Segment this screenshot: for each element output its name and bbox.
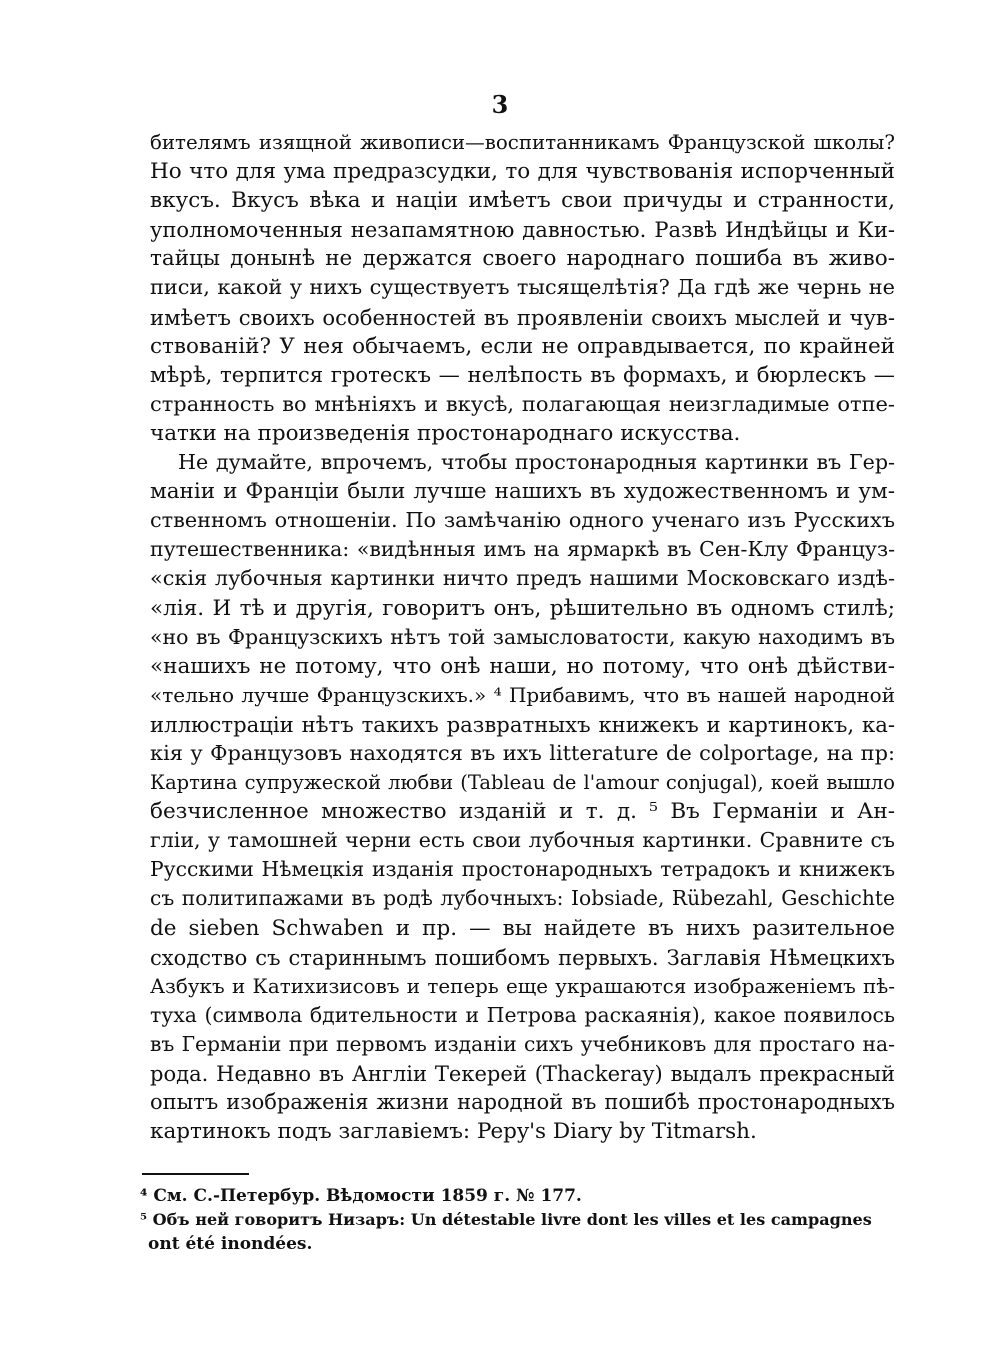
- text-line: путешественника: «видѣнныя имъ на ярмаркѣ въ Сен-Клу Француз-: [150, 537, 895, 562]
- text-line: ствованій? У нея обычаемъ, если не оправдывается, по крайней: [150, 333, 895, 359]
- text-line: «тельно лучше Французскихъ.» ⁴ Прибавимъ, что въ нашей народной: [150, 682, 895, 707]
- text-line: опытъ изображенія жизни народной въ пошибѣ простонародныхъ: [150, 1090, 895, 1115]
- text-line: рода. Недавно въ Англіи Текерей (Thackeray) выдалъ прекрасный: [150, 1061, 895, 1086]
- footnote-5-continuation: ont été inondées.: [148, 1234, 313, 1254]
- text-line: Азбукъ и Катихизисовъ и теперь еще украшаются изображеніемъ пѣ-: [150, 974, 895, 998]
- paragraph-start-line: Не думайте, впрочемъ, чтобы простонародныя картинки въ Гер-: [178, 450, 895, 475]
- page-number: 3: [491, 90, 509, 119]
- text-line: съ политипажами въ родѣ лубочныхъ: Iobsiade, Rübezahl, Geschichte: [150, 886, 895, 911]
- footnote-5: ⁵ Объ ней говоритъ Низаръ: Un détestable livre dont les villes et les campagnes: [140, 1210, 872, 1229]
- text-line: «но въ Французскихъ нѣтъ той замысловатости, какую находимъ въ: [150, 624, 895, 649]
- text-line: «скія лубочныя картинки ничто предъ нашими Московскаго издѣ-: [150, 566, 895, 591]
- footnotes: [140, 1184, 880, 1256]
- text-line: гліи, у тамошней черни есть свои лубочныя картинки. Сравните съ: [150, 828, 895, 853]
- text-line: тайцы донынѣ не держатся своего народнаго пошиба въ живо-: [150, 246, 895, 272]
- text-line: уполномоченныя незапамятною давностью. Развѣ Индѣйцы и Ки-: [150, 217, 895, 243]
- text-line: въ Германіи при первомъ изданіи сихъ учебниковъ для простаго на-: [150, 1031, 895, 1056]
- text-line: странность во мнѣніяхъ и вкусѣ, полагающая неизгладимые отпе-: [150, 391, 895, 416]
- text-line: de sieben Schwaben и пр. — вы найдете въ нихъ разительное: [150, 915, 895, 941]
- text-line: Картина супружеской любви (Tableau de l'amour conjugal), коей вышло: [150, 771, 895, 795]
- footnote-4: ⁴ См. С.-Петербур. Вѣдомости 1859 г. № 177.: [140, 1186, 582, 1206]
- text-line: туха (символа бдительности и Петрова раскаянія), какое появилось: [150, 1002, 895, 1027]
- text-line: сходство съ стариннымъ пошибомъ первыхъ. Заглавія Нѣмецкихъ: [150, 944, 895, 970]
- text-line: иллюстраціи нѣтъ такихъ развратныхъ книжекъ и картинокъ, ка-: [150, 711, 895, 737]
- text-line: бителямъ изящной живописи—воспитанникамъ Французской школы?: [150, 131, 895, 154]
- paragraph-end-line: картинокъ подъ заглавіемъ: Pepy's Diary by Titmarsh.: [150, 1119, 757, 1145]
- text-line: Но что для ума предразсудки, то для чувствованія испорченный: [150, 159, 895, 185]
- text-line: ственномъ отношеніи. По замѣчанію одного ученаго изъ Русскихъ: [150, 508, 895, 533]
- text-line: мѣрѣ, терпится гротескъ — нелѣпость въ формахъ, и бюрлескъ —: [150, 362, 895, 388]
- text-line: Русскими Нѣмецкія изданія простонародныхъ тетрадокъ и книжекъ: [150, 857, 895, 882]
- text-line: «нашихъ не потому, что онѣ наши, но потому, что онѣ дѣйстви-: [150, 653, 895, 679]
- text-line: имѣетъ своихъ особенностей въ проявленіи своихъ мыслей и чув-: [150, 304, 895, 330]
- text-line: писи, какой у нихъ существуетъ тысящелѣтія? Да гдѣ же чернь не: [150, 275, 895, 300]
- text-line: вкусъ. Вкусъ вѣка и націи имѣетъ свои причуды и странности,: [150, 188, 895, 214]
- footnote-divider: [142, 1173, 249, 1175]
- text-line: маніи и Франціи были лучше нашихъ въ художественномъ и ум-: [150, 479, 895, 505]
- main-text: [150, 128, 895, 1146]
- paragraph-end-line: чатки на произведенія простонароднаго искусства.: [150, 420, 741, 446]
- text-line: безчисленное множество изданій и т. д. ⁵ Въ Германіи и Ан-: [150, 799, 895, 825]
- text-line: кія у Французовъ находятся въ ихъ litterature de colportage, на пр:: [150, 740, 895, 765]
- text-line: «лія. И тѣ и другія, говоритъ онъ, рѣшительно въ одномъ стилѣ;: [150, 595, 895, 621]
